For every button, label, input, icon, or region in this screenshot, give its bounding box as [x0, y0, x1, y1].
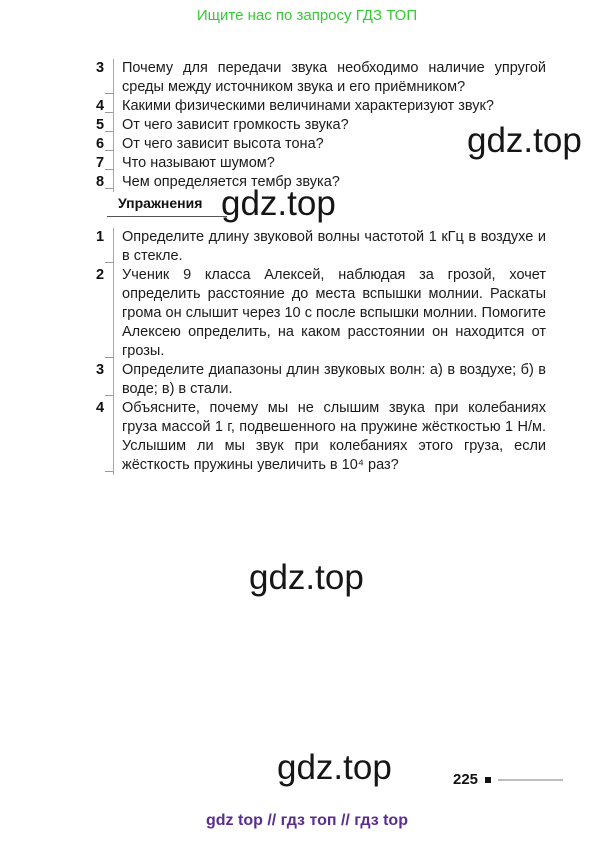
page-number-block [453, 771, 563, 788]
question-number: 5 [96, 116, 113, 135]
page-number: 225 [453, 771, 479, 788]
question-item [96, 116, 546, 135]
watermark-middle: gdz.top [249, 558, 364, 597]
exercises-list [96, 228, 546, 475]
exercise-text: Определите длину звуковой волны частотой 1 кГц в воздухе и в стекле. [113, 228, 546, 266]
exercise-number: 3 [96, 361, 113, 399]
exercise-number: 1 [96, 228, 113, 266]
exercise-item [96, 361, 546, 399]
question-text: От чего зависит высота тона? [113, 135, 546, 154]
question-text: От чего зависит громкость звука? [113, 116, 546, 135]
question-text: Почему для передачи звука необходимо наличие упругой среды между источником звука и его приёмником? [113, 59, 546, 97]
question-item [96, 59, 546, 97]
exercise-text: Объясните, почему мы не слышим звука при колебаниях груза массой 1 г, подвешенного на пружине жёсткостью 1 Н/м. Услышим ли мы звук при колебаниях этого груза, если жёсткость пружины увеличить в 10⁴ раз? [113, 399, 546, 475]
exercise-text: Ученик 9 класса Алексей, наблюдая за грозой, хочет определить расстояние до места вспышки молнии. Раскаты грома он слышит через 10 с после вспышки молнии. Помогите Алексею определить, на каком расстоянии он находится от грозы. [113, 266, 546, 361]
question-number: 6 [96, 135, 113, 154]
exercise-number: 4 [96, 399, 113, 475]
questions-list [96, 59, 546, 192]
watermark-top-right: gdz.top [467, 121, 582, 160]
exercise-item [96, 266, 546, 361]
page-rule-line [498, 779, 563, 781]
footer-watermark: gdz top // гдз топ // гдз top [206, 812, 408, 829]
question-number: 8 [96, 173, 113, 192]
watermark-bottom: gdz.top [277, 748, 392, 787]
question-number: 4 [96, 97, 113, 116]
exercise-item [96, 399, 546, 475]
question-number: 7 [96, 154, 113, 173]
question-number: 3 [96, 59, 113, 97]
question-item [96, 135, 546, 154]
question-text: Что называют шумом? [113, 154, 546, 173]
question-text: Чем определяется тембр звука? [113, 173, 546, 192]
exercise-text: Определите диапазоны длин звуковых волн: а) в воздухе; б) в воде; в) в стали. [113, 361, 546, 399]
exercises-heading: Упражнения [107, 195, 227, 217]
question-item [96, 154, 546, 173]
square-bullet-icon [485, 777, 491, 783]
watermark-exercises: gdz.top [221, 184, 336, 223]
exercise-item [96, 228, 546, 266]
question-text: Какими физическими величинами характеризуют звук? [113, 97, 546, 116]
exercise-number: 2 [96, 266, 113, 361]
question-item [96, 97, 546, 116]
promo-header: Ищите нас по запросу ГДЗ ТОП [196, 7, 418, 24]
